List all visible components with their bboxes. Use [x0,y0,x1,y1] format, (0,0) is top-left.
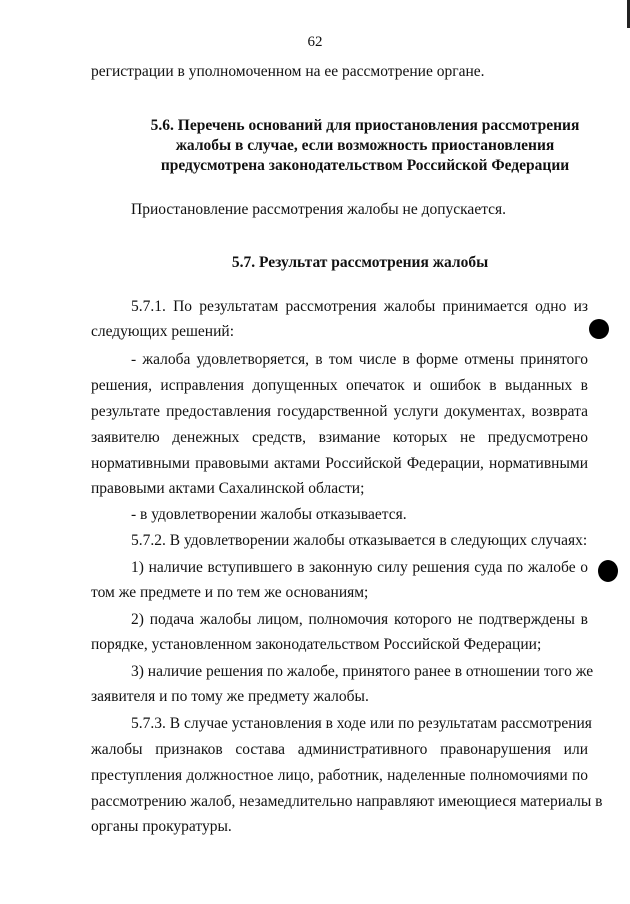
paragraph-line: 1) наличие вступившего в законную силу решения суда по жалобе о [131,559,588,576]
paragraph-line: рассмотрению жалоб, незамедлительно направляют имеющиеся материалы в [91,793,603,810]
section-heading-5-6-line-2: жалобы в случае, если возможность приостановления [175,137,555,154]
section-heading-5-7: 5.7. Результат рассмотрения жалобы [231,254,489,271]
paragraph-line: заявителю денежных средств, взимание которых не предусмотрено [91,429,588,446]
paragraph-line: 3) наличие решения по жалобе, принятого ранее в отношении того же [131,663,594,680]
paragraph-line: 5.7.3. В случае установления в ходе или по результатам рассмотрения [131,715,592,732]
paragraph-line: результате предоставления государственной услуги документах, возврата [91,403,588,420]
paragraph-line: том же предмете и по тем же основаниям; [91,584,369,601]
paragraph-line: - в удовлетворении жалобы отказывается. [131,506,407,523]
paragraph-line: жалобы признаков состава административного правонарушения или [91,741,588,758]
paragraph-line: заявителя и по тому же предмету жалобы. [91,688,369,705]
paragraph-line: решения, исправления допущенных опечаток и ошибок в выданных в [91,377,588,394]
paragraph-line: преступления должностное лицо, работник, наделенные полномочиями по [91,767,588,784]
paragraph-line: нормативными правовыми актами Российской Федерации, нормативными [91,455,588,472]
paragraph-line: 5.7.2. В удовлетворении жалобы отказывается в следующих случаях: [131,532,588,549]
paragraph-line: правовыми актами Сахалинской области; [91,480,365,497]
paragraph-line: порядке, установленном законодательством Российской Федерации; [91,636,542,653]
binder-hole-mark [589,319,609,339]
paragraph-line: следующих решений: [91,323,234,340]
paragraph-line: 5.7.1. По результатам рассмотрения жалобы принимается одно из [131,298,588,315]
paragraph-line: органы прокуратуры. [91,818,232,835]
intro-line: регистрации в уполномоченном на ее рассмотрение органе. [91,63,485,80]
section-heading-5-6-line-1: 5.6. Перечень оснований для приостановления рассмотрения [150,117,580,134]
page-number: 62 [307,34,323,50]
section-5-6-text: Приостановление рассмотрения жалобы не допускается. [131,201,507,218]
paragraph-line: - жалоба удовлетворяется, в том числе в форме отмены принятого [131,351,588,368]
section-heading-5-6-line-3: предусмотрена законодательством Российской Федерации [160,157,570,174]
binder-hole-mark [598,560,618,582]
paragraph-line: 2) подача жалобы лицом, полномочия которого не подтверждены в [131,611,588,628]
